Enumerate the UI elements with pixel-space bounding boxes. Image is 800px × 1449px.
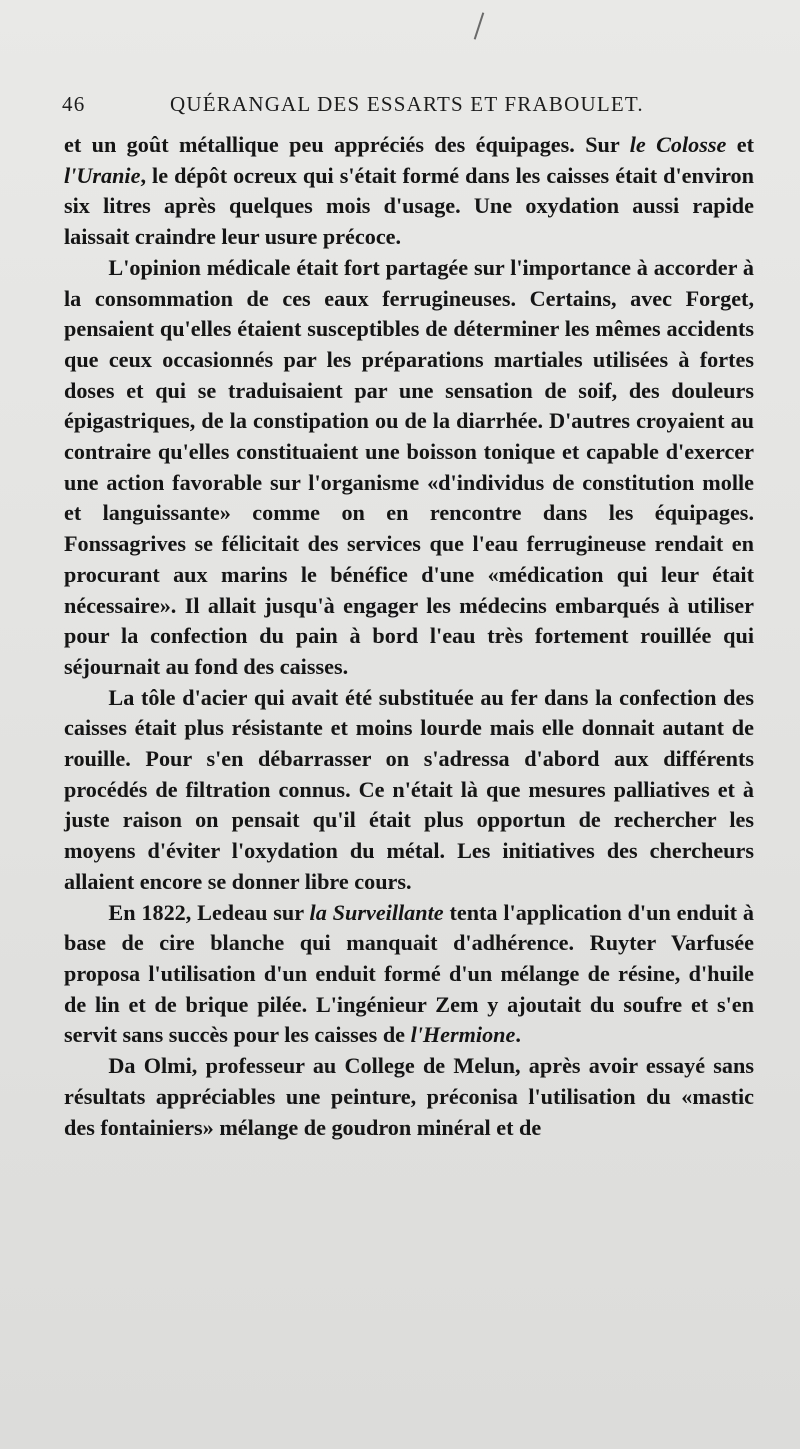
paragraph <box>64 130 754 253</box>
text-segment: La tôle d'acier qui avait été substituée au fer dans la confection des caisses était plus résistante et moins lourde mais elle donnait autant de rouille. Pour s'en débarrasser on s'adressa d'abord aux différents procédés de filtration connus. Ce n'était là que mesures palliatives et à juste raison on pensait qu'il était plus opportun de rechercher les moyens d'éviter l'oxydation du métal. Les initiatives des chercheurs allaient encore se donner libre cours. <box>64 684 754 894</box>
text-segment: Da Olmi, professeur au College de Melun, après avoir essayé sans résultats appréciables une peinture, préconisa l'utilisation du «mastic des fontainiers» mélange de goudron minéral et de <box>64 1053 754 1140</box>
paragraph <box>64 1051 754 1143</box>
text-segment: tenta l'application d'un enduit à base de cire blanche qui manquait d'adhérence. Ruyter Varfusée proposa l'utilisation d'un enduit formé d'un mélange de résine, d'huile de lin et de brique pilée. L'ingénieur Zem y ajoutait du soufre et s'en servit sans succès pour les caisses de <box>64 899 754 1048</box>
page-header <box>62 86 744 120</box>
paragraph <box>64 898 754 1052</box>
text-segment: . <box>515 1022 521 1048</box>
page-number: 46 <box>62 92 86 116</box>
italic-ship-name: l'Uranie <box>64 162 141 188</box>
text-segment: En 1822, Ledeau sur <box>108 899 310 925</box>
text-segment: L'opinion médicale était fort partagée sur l'importance à accorder à la consommation de ces eaux ferrugineuses. Certains, avec Forget, pensaient qu'elles étaient susceptibles de déterminer les mêmes accidents que ceux occasionnés par les préparations martiales utilisées à fortes doses et qui se traduisaient par une sensation de soif, des douleurs épigastriques, de la constipation ou de la diarrhée. D'autres croyaient au contraire qu'elles constituaient une boisson tonique et capable d'exercer une action favorable sur l'organisme «d'individus de constitution molle et languissante» comme on en rencontre dans les équipages. Fonssagrives se félicitait des services que l'eau ferrugineuse rendait en procurant aux marins le bénéfice d'une «médication qui leur était nécessaire». Il allait jusqu'à engager les médecins embarqués à utiliser pour la confection du pain à bord l'eau très fortement rouillée qui séjournait au fond des caisses. <box>64 254 754 679</box>
italic-ship-name: la Surveillante <box>309 899 444 925</box>
body-text <box>64 130 754 1143</box>
text-segment: et un goût métallique peu appréciés des équipages. Sur <box>64 132 630 157</box>
running-head: QUÉRANGAL DES ESSARTS ET FRABOULET. <box>170 92 644 116</box>
italic-ship-name: le Colosse <box>629 132 727 157</box>
italic-ship-name: l'Hermione <box>410 1022 516 1048</box>
paragraph <box>64 253 754 683</box>
text-segment: , le dépôt ocreux qui s'était formé dans les caisses était d'environ six litres après quelques mois d'usage. Une oxydation aussi rapide laissait craindre leur usure précoce. <box>64 162 754 250</box>
paragraph <box>64 683 754 898</box>
stray-pen-mark <box>474 12 485 39</box>
text-segment: et <box>726 132 754 157</box>
